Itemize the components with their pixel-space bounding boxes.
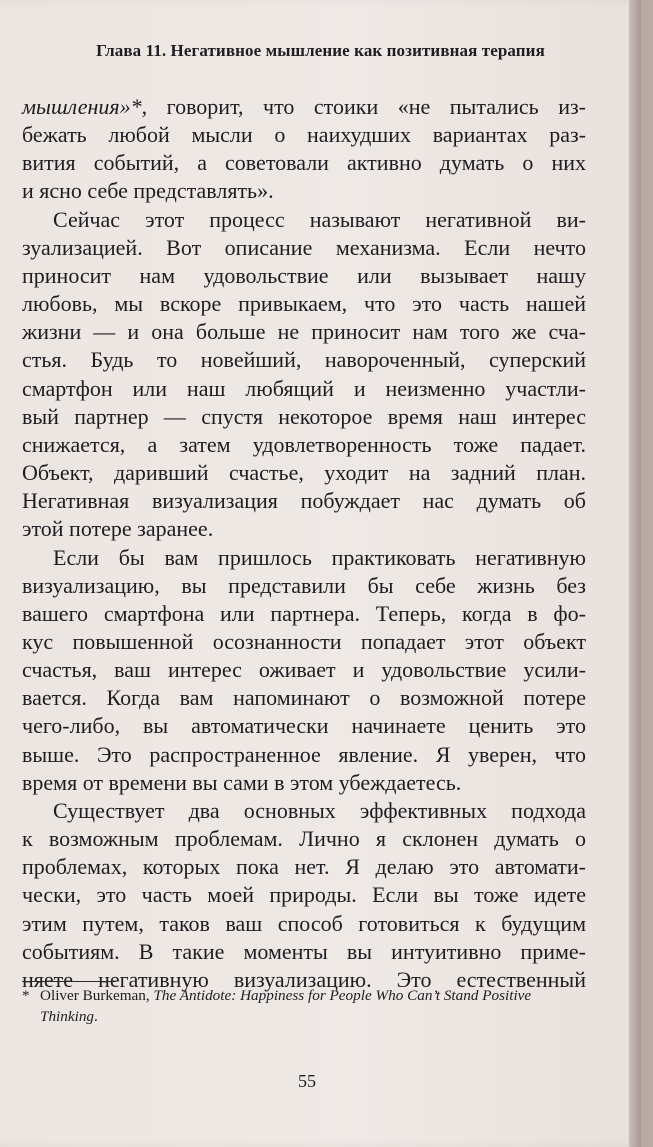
running-head: Глава 11. Негативное мышление как позитивная терапия xyxy=(96,41,545,60)
page-edge xyxy=(629,0,641,1147)
text-line: счастья, ваш интерес оживает и удовольствие усили- xyxy=(22,657,586,683)
text-line: любовь, мы вскоре привыкаем, что это часть нашей xyxy=(22,291,586,317)
footnote xyxy=(22,985,594,1027)
text-line: мышления»*, говорит, что стоики «не пытались из- xyxy=(22,94,586,119)
paragraph-source xyxy=(0,0,1,1)
text-line: жизни — и она больше не приносит нам того же сча- xyxy=(22,319,586,345)
paragraph-1 xyxy=(0,0,1,1)
text-line: визуализацию, вы представили бы себе жизнь без xyxy=(22,572,586,598)
footnote-title-line2: Thinking xyxy=(40,1008,95,1025)
text-line: этой потере заранее. xyxy=(22,516,214,542)
body-text xyxy=(22,93,586,994)
text-line: Негативная визуализация побуждает нас думать об xyxy=(22,488,586,514)
text-line: няете негативную визуализацию. Это естественный xyxy=(22,966,586,992)
text-line: вый партнер — спустя некоторое время наш интерес xyxy=(22,403,586,429)
page-number: 55 xyxy=(298,1071,316,1091)
text-line: стья. Будь то новейший, навороченный, суперский xyxy=(22,347,586,373)
text-line: Существует два основных эффективных подхода xyxy=(53,797,586,823)
text-line: проблемах, которых пока нет. Я делаю это автомати- xyxy=(22,854,586,880)
text-line: событиям. В такие моменты вы интуитивно приме- xyxy=(22,938,586,964)
text-line: бежать любой мысли о наихудших вариантах раз- xyxy=(22,122,586,148)
text-line: приносит нам удовольствие или вызывает нашу xyxy=(22,262,586,288)
text-line: снижается, а затем удовлетворенность тоже падает. xyxy=(22,431,586,457)
text-line: зуализацией. Вот описание механизма. Если нечто xyxy=(22,234,586,260)
text-line: чего-либо, вы автоматически начинаете ценить это xyxy=(22,713,586,739)
text-line: выше. Это распространенное явление. Я уверен, что xyxy=(22,741,586,767)
text-line: Объект, даривший счастье, уходит на задний план. xyxy=(22,460,586,486)
footnote-end: . xyxy=(94,1008,98,1025)
text-line: время от времени вы сами в этом убеждаетесь. xyxy=(22,769,462,795)
footnote-mark: * xyxy=(22,987,30,1004)
text-line: вития событий, а советовали активно думать о них xyxy=(22,150,586,176)
text-line: вается. Когда вам напоминают о возможной потере xyxy=(22,685,586,711)
text-line: кус повышенной осознанности попадает этот объект xyxy=(22,628,586,654)
text-line: чески, это часть моей природы. Если вы тоже идете xyxy=(22,882,586,908)
text-line: смартфон или наш любящий и неизменно участли- xyxy=(22,375,586,401)
text-line: Если бы вам пришлось практиковать негативную xyxy=(53,544,586,570)
text-line: к возможным проблемам. Лично я склонен думать о xyxy=(22,826,586,852)
text-line: этим путем, таков ваш способ готовиться к будущим xyxy=(22,910,586,936)
text-line: вашего смартфона или партнера. Теперь, когда в фо- xyxy=(22,600,586,626)
text-line: Сейчас этот процесс называют негативной ви- xyxy=(53,206,586,232)
footnote-title-line1: The Antidote: Happiness for People Who Can’t Stand Positive xyxy=(153,987,532,1004)
footnote-author: Oliver Burkeman, xyxy=(40,987,154,1004)
footnote-divider xyxy=(22,981,116,982)
text-line: и ясно себе представлять». xyxy=(22,178,274,204)
italic-word: мышления»* xyxy=(22,94,142,119)
